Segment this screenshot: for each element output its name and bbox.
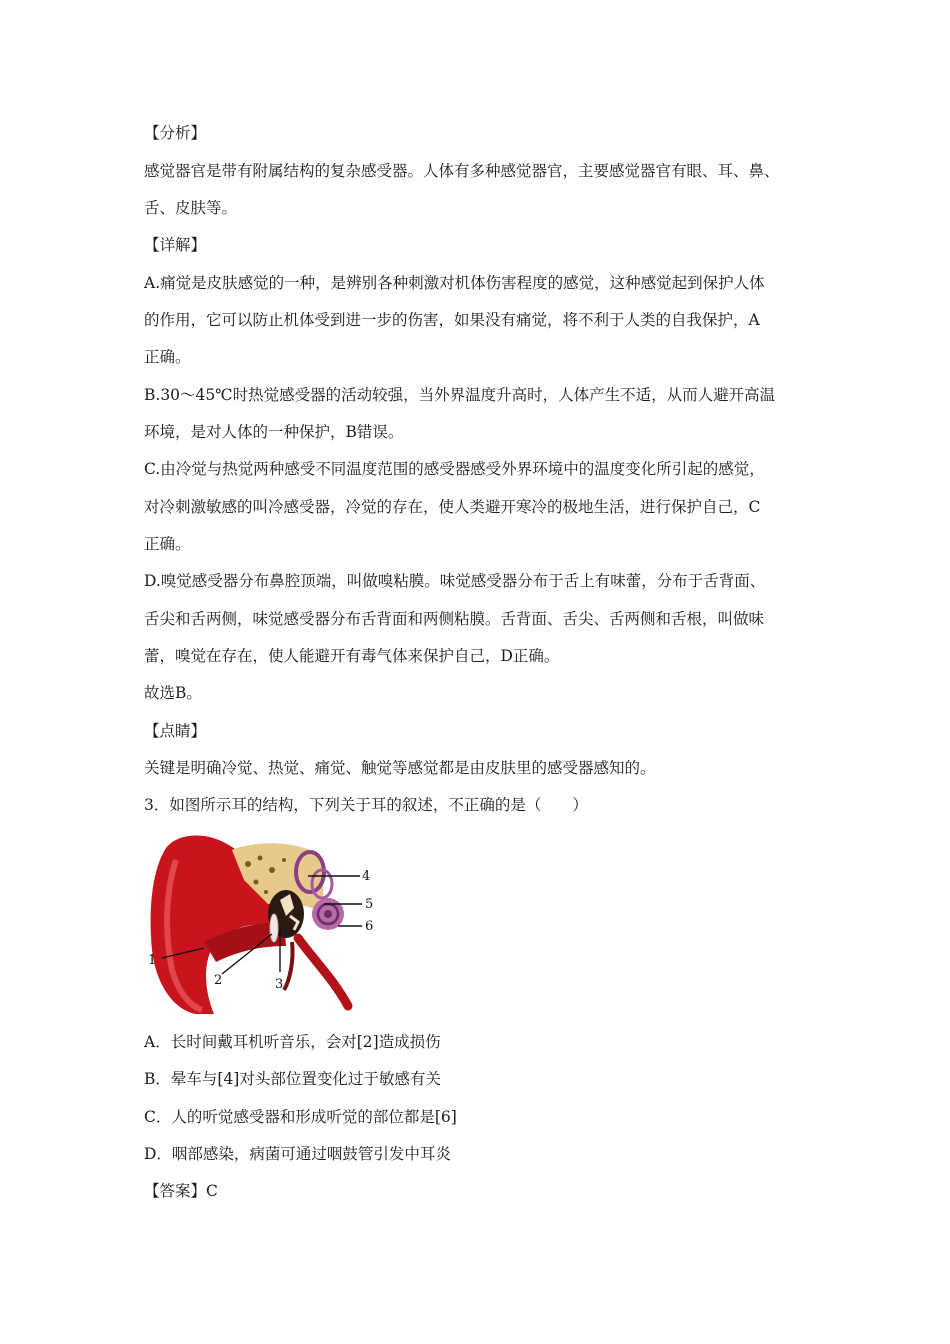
- figure-label-6: 6: [365, 919, 374, 934]
- figure-label-2: 2: [214, 973, 223, 988]
- section-heading-tip: 【点睛】: [144, 722, 207, 740]
- text-line: 的作用，它可以防止机体受到进一步的伤害，如果没有痛觉，将不利于人类的自我保护，A: [144, 311, 760, 329]
- text-line: 关键是明确冷觉、热觉、痛觉、触觉等感觉都是由皮肤里的感受器感知的。: [144, 759, 656, 777]
- text-line: A.痛觉是皮肤感觉的一种，是辨别各种刺激对机体伤害程度的感觉，这种感觉起到保护人体: [144, 274, 765, 292]
- question-stem: 3．如图所示耳的结构，下列关于耳的叙述，不正确的是（ ）: [144, 796, 588, 814]
- ear-structure-figure: [144, 830, 380, 1016]
- answer-line: 【答案】C: [144, 1182, 218, 1200]
- option-d: D．咽部感染，病菌可通过咽鼓管引发中耳炎: [144, 1145, 451, 1163]
- option-a: A．长时间戴耳机听音乐，会对[2]造成损伤: [144, 1033, 441, 1051]
- figure-label-5: 5: [365, 897, 374, 912]
- text-line: D.嗅觉感受器分布鼻腔顶端，叫做嗅粘膜。味觉感受器分布于舌上有味蕾，分布于舌背面、: [144, 572, 766, 590]
- text-line: 蕾，嗅觉在存在，使人能避开有毒气体来保护自己，D正确。: [144, 647, 560, 665]
- figure-label-1: 1: [148, 953, 157, 968]
- option-b: B．晕车与[4]对头部位置变化过于敏感有关: [144, 1070, 441, 1088]
- text-line: 环境，是对人体的一种保护，B错误。: [144, 423, 404, 441]
- text-line: 对冷刺激敏感的叫冷感受器，冷觉的存在，使人类避开寒冷的极地生活，进行保护自己，C: [144, 498, 761, 516]
- text-line: 舌、皮肤等。: [144, 199, 238, 217]
- section-heading-detail: 【详解】: [144, 236, 207, 254]
- text-line: B.30～45℃时热觉感受器的活动较强，当外界温度升高时，人体产生不适，从而人避开高温: [144, 386, 776, 404]
- option-c: C．人的听觉感受器和形成听觉的部位都是[6]: [144, 1108, 457, 1126]
- figure-label-4: 4: [362, 869, 371, 884]
- text-line: 正确。: [144, 535, 191, 553]
- text-line: C.由冷觉与热觉两种感受不同温度范围的感受器感受外界环境中的温度变化所引起的感觉，: [144, 460, 765, 478]
- text-line: 感觉器官是带有附属结构的复杂感受器。人体有多种感觉器官，主要感觉器官有眼、耳、鼻、: [144, 162, 780, 180]
- section-heading-analysis: 【分析】: [144, 124, 207, 142]
- text-line: 故选B。: [144, 684, 202, 702]
- figure-label-3: 3: [275, 977, 284, 992]
- text-line: 正确。: [144, 348, 191, 366]
- text-line: 舌尖和舌两侧，味觉感受器分布舌背面和两侧粘膜。舌背面、舌尖、舌两侧和舌根，叫做味: [144, 610, 765, 628]
